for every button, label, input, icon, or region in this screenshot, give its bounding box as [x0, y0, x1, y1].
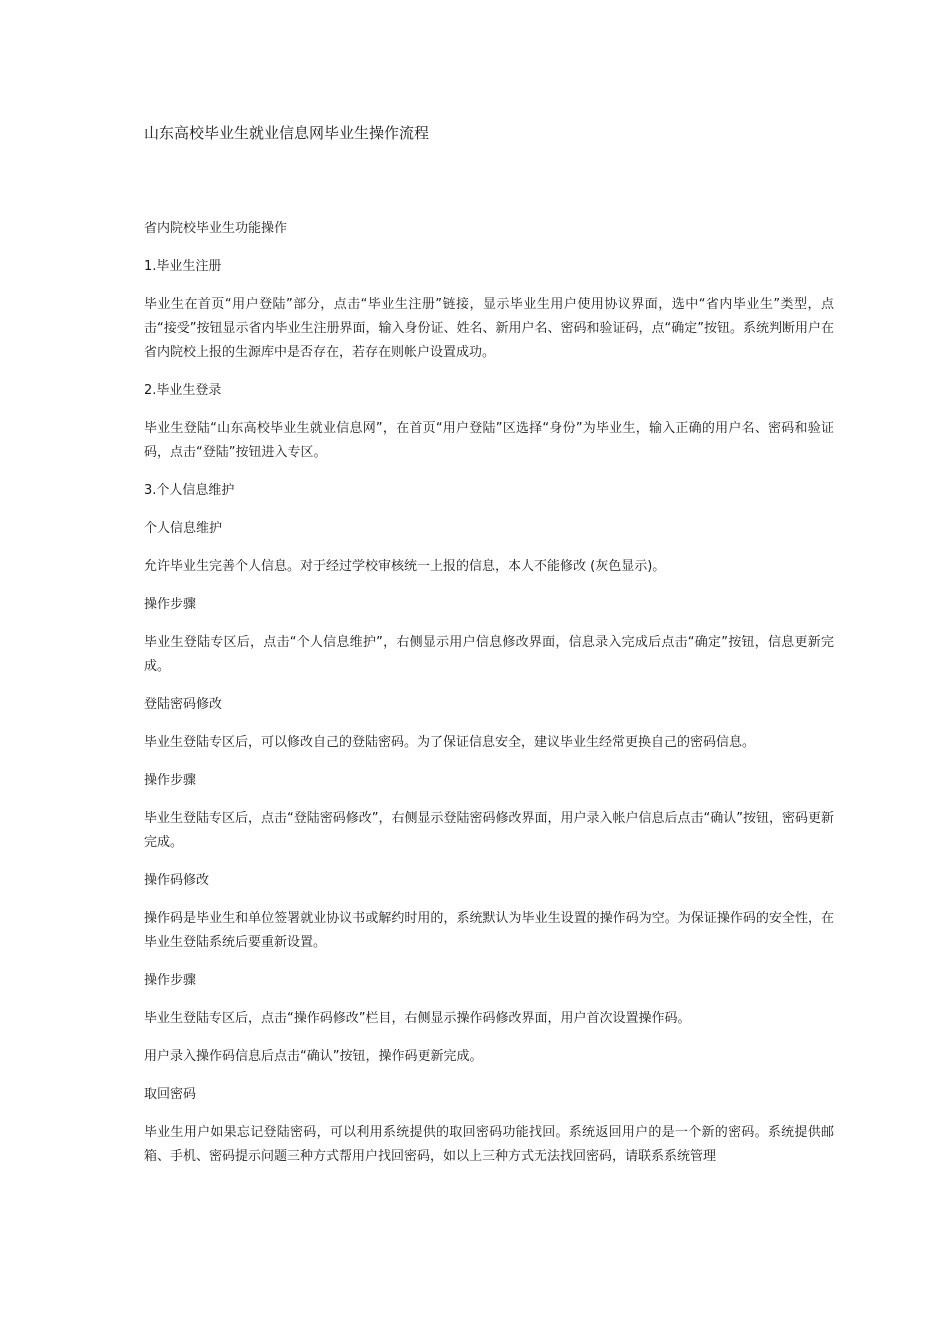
heading-register: 1.毕业生注册 [144, 259, 222, 274]
subheading-steps-2: 操作步骤 [144, 773, 197, 788]
subheading-personal-info: 个人信息维护 [144, 521, 223, 536]
paragraph-steps-3a: 毕业生登陆专区后，点击“操作码修改”栏目，右侧显示操作码修改界面，用户首次设置操作码。 [144, 1011, 691, 1026]
paragraph-steps-1: 毕业生登陆专区后，点击“个人信息维护”，右侧显示用户信息修改界面，信息录入完成后点击“确定”按钮，信息更新完成。 [144, 635, 834, 674]
paragraph-login: 毕业生登陆“山东高校毕业生就业信息网”，在首页“用户登陆”区选择“身份”为毕业生，输入正确的用户名、密码和验证码，点击“登陆”按钮进入专区。 [144, 421, 834, 460]
paragraph-steps-3b: 用户录入操作码信息后点击“确认”按钮，操作码更新完成。 [144, 1049, 483, 1064]
paragraph-password: 毕业生登陆专区后，可以修改自己的登陆密码。为了保证信息安全，建议毕业生经常更换自己的密码信息。 [144, 735, 756, 750]
section-heading-provincial: 省内院校毕业生功能操作 [144, 221, 288, 236]
subheading-steps-1: 操作步骤 [144, 597, 197, 612]
document-body [144, 119, 834, 1183]
paragraph-steps-2: 毕业生登陆专区后，点击“登陆密码修改”，右侧显示登陆密码修改界面，用户录入帐户信息后点击“确认”按钮，密码更新完成。 [144, 811, 834, 850]
subheading-retrieve: 取回密码 [144, 1087, 197, 1102]
subheading-steps-3: 操作步骤 [144, 973, 197, 988]
paragraph-retrieve: 毕业生用户如果忘记登陆密码，可以利用系统提供的取回密码功能找回。系统返回用户的是一个新的密码。系统提供邮箱、手机、密码提示问题三种方式帮用户找回密码，如以上三种方式无法找回密码，请联系系统管理 [144, 1125, 834, 1164]
document-title: 山东高校毕业生就业信息网毕业生操作流程 [144, 124, 430, 142]
subheading-opcode: 操作码修改 [144, 873, 210, 888]
subheading-password: 登陆密码修改 [144, 697, 223, 712]
paragraph-opcode: 操作码是毕业生和单位签署就业协议书或解约时用的，系统默认为毕业生设置的操作码为空。为保证操作码的安全性，在毕业生登陆系统后要重新设置。 [144, 911, 834, 950]
heading-personal-info: 3.个人信息维护 [144, 483, 235, 498]
paragraph-register: 毕业生在首页“用户登陆”部分，点击“毕业生注册”链接，显示毕业生用户使用协议界面，选中“省内毕业生”类型，点击“接受”按钮显示省内毕业生注册界面，输入身份证、姓名、新用户名、密码和验证码，点“确定”按钮。系统判断用户在省内院校上报的生源库中是否存在，若存在则帐户设置成功。 [144, 297, 834, 360]
paragraph-personal-info: 允许毕业生完善个人信息。对于经过学校审核统一上报的信息，本人不能修改 (灰色显示)。 [144, 559, 666, 574]
heading-login: 2.毕业生登录 [144, 383, 222, 398]
